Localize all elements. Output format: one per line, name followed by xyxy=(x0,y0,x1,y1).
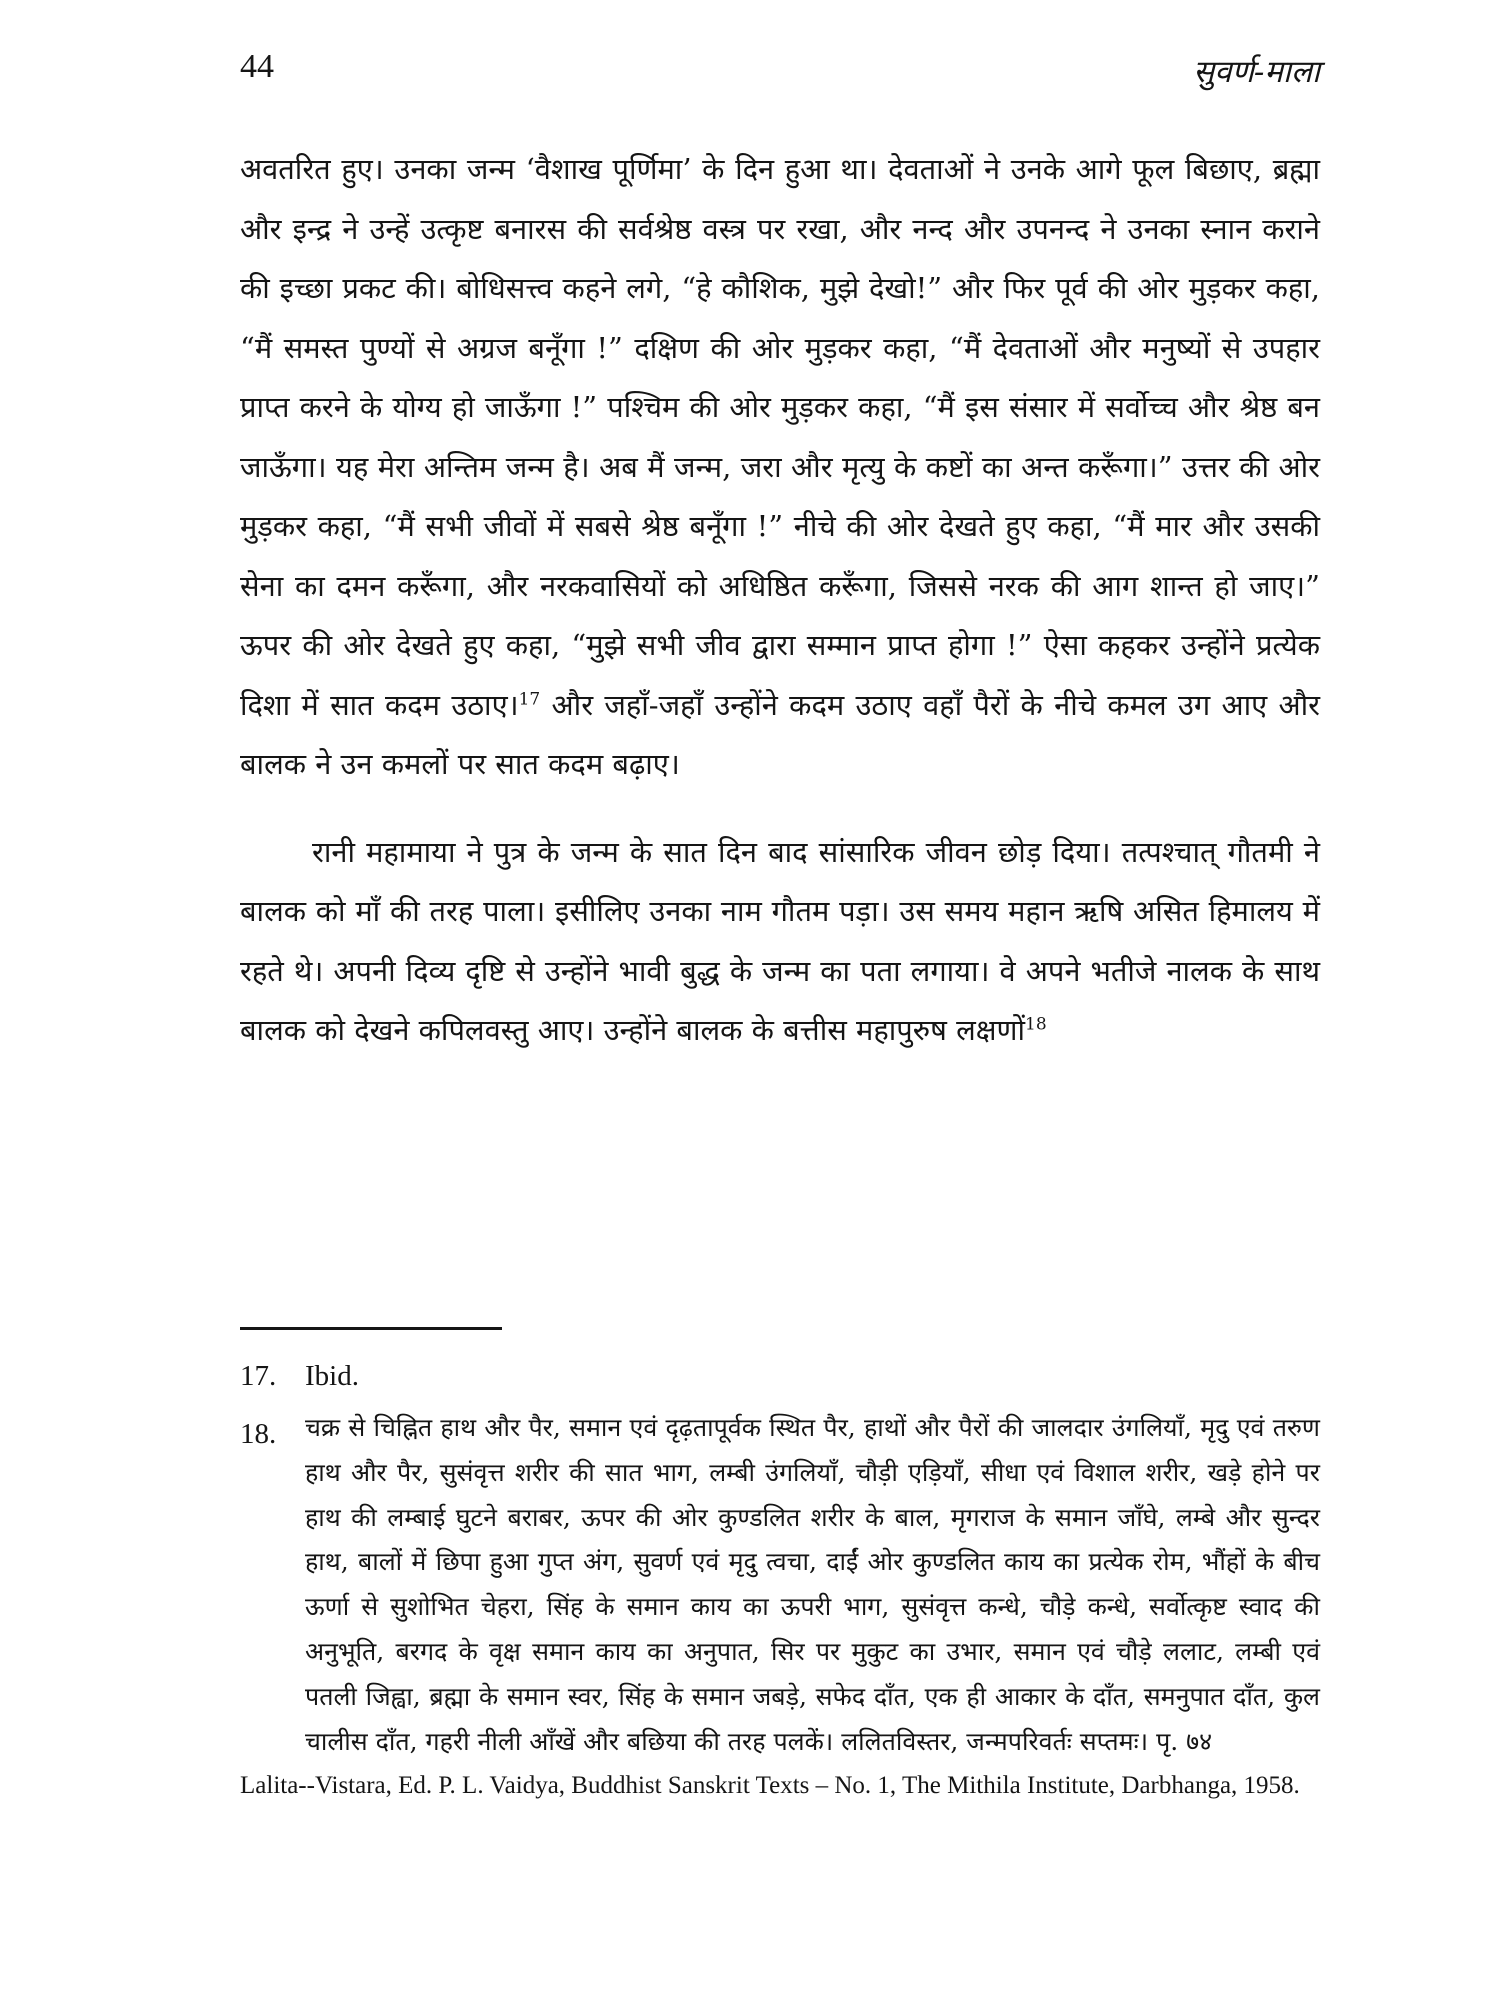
paragraph-1-text: अवतरित हुए। उनका जन्म ‘वैशाख पूर्णिमा’ के दिन हुआ था। देवताओं ने उनके आगे फूल बिछाए, ब्रह्मा और इन्द्र ने उन्हें उत्कृष्ट बनारस की सर्वश्रेष्ठ वस्त्र पर रखा, और नन्द और उपनन्द ने उनका स्नान कराने की इच्छा प्रकट की। बोधिसत्त्व कहने लगे, “हे कौशिक, मुझे देखो!” और फिर पूर्व की ओर मुड़कर कहा, “मैं समस्त पुण्यों से अग्रज बनूँगा !” दक्षिण की ओर मुड़कर कहा, “मैं देवताओं और मनुष्यों से उपहार प्राप्त करने के योग्य हो जाऊँगा !” पश्चिम की ओर मुड़कर कहा, “मैं इस संसार में सर्वोच्च और श्रेष्ठ बन जाऊँगा। यह मेरा अन्तिम जन्म है। अब मैं जन्म, जरा और मृत्यु के कष्टों का अन्त करूँगा।” उत्तर की ओर मुड़कर कहा, “मैं सभी जीवों में सबसे श्रेष्ठ बनूँगा !” नीचे की ओर देखते हुए कहा, “मैं मार और उसकी सेना का दमन करूँगा, और नरकवासियों को अधिष्ठित करूँगा, जिससे नरक की आग शान्त हो जाए।” ऊपर की ओर देखते हुए कहा, “मुझे सभी जीव द्वारा सम्मान प्राप्त होगा !” ऐसा कहकर उन्होंने प्रत्येक दिशा में सात कदम उठाए। xyxy=(240,152,1320,722)
footnotes xyxy=(240,1348,1320,1807)
footnote-ref-17: 17 xyxy=(518,688,541,709)
running-title: सुवर्ण-माला xyxy=(1193,54,1320,90)
page-header xyxy=(240,48,1320,108)
paragraph-2 xyxy=(240,823,1320,1061)
body-text xyxy=(240,140,1320,1061)
paragraph-2-text: रानी महामाया ने पुत्र के जन्म के सात दिन बाद सांसारिक जीवन छोड़ दिया। तत्पश्चात् गौतमी ने बालक को माँ की तरह पाला। इसीलिए उनका नाम गौतम पड़ा। उस समय महान ऋषि असित हिमालय में रहते थे। अपनी दिव्य दृष्टि से उन्होंने भावी बुद्ध के जन्म का पता लगाया। वे अपने भतीजे नालक के साथ बालक को देखने कपिलवस्तु आए। उन्होंने बालक के बत्तीस महापुरुष लक्षणों xyxy=(240,834,1320,1047)
footnote-number: 17. xyxy=(240,1360,277,1392)
footnote-17 xyxy=(240,1348,1320,1404)
footnote-source: Lalita--Vistara, Ed. P. L. Vaidya, Buddhist Sanskrit Texts – No. 1, The Mithila Institute, Darbhanga, 1958. xyxy=(240,1772,1300,1800)
page-number: 44 xyxy=(240,48,274,85)
footnote-18 xyxy=(240,1406,1320,1764)
footnote-text: चक्र से चिह्नित हाथ और पैर, समान एवं दृढ़तापूर्वक स्थित पैर, हाथों और पैरों की जालदार उंगलियाँ, मृदु एवं तरुण हाथ और पैर, सुसंवृत्त शरीर की सात भाग, लम्बी उंगलियाँ, चौड़ी एड़ियाँ, सीधा एवं विशाल शरीर, खड़े होने पर हाथ की लम्बाई घुटने बराबर, ऊपर की ओर कुण्डलित शरीर के बाल, मृगराज के समान जाँघे, लम्बे और सुन्दर हाथ, बालों में छिपा हुआ गुप्त अंग, सुवर्ण एवं मृदु त्वचा, दाईं ओर कुण्डलित काय का प्रत्येक रोम, भौंहों के बीच ऊर्णा से सुशोभित चेहरा, सिंह के समान काय का ऊपरी भाग, सुसंवृत्त कन्धे, चौड़े कन्धे, सर्वोत्कृष्ट स्वाद की अनुभूति, बरगद के वृक्ष समान काय का अनुपात, सिर पर मुकुट का उभार, समान एवं चौड़े ललाट, लम्बी एवं पतली जिह्वा, ब्रह्मा के समान स्वर, सिंह के समान जबड़े, सफेद दाँत, एक ही आकार के दाँत, समनुपात दाँत, कुल चालीस दाँत, गहरी नीली आँखें और बछिया की तरह पलकें। ललितविस्तर, जन्मपरिवर्तः सप्तमः। पृ. ७४ xyxy=(305,1413,1320,1756)
paragraph-1-continuation: और जहाँ-जहाँ उन्होंने कदम उठाए वहाँ पैरों के नीचे कमल उग आए और बालक ने उन कमलों पर सात कदम बढ़ाए। xyxy=(240,687,1321,781)
footnote-divider xyxy=(240,1327,502,1330)
paragraph-1 xyxy=(240,140,1320,795)
footnote-number: 18. xyxy=(240,1418,277,1450)
footnote-text: Ibid. xyxy=(305,1360,359,1392)
footnote-ref-18: 18 xyxy=(1025,1014,1047,1035)
